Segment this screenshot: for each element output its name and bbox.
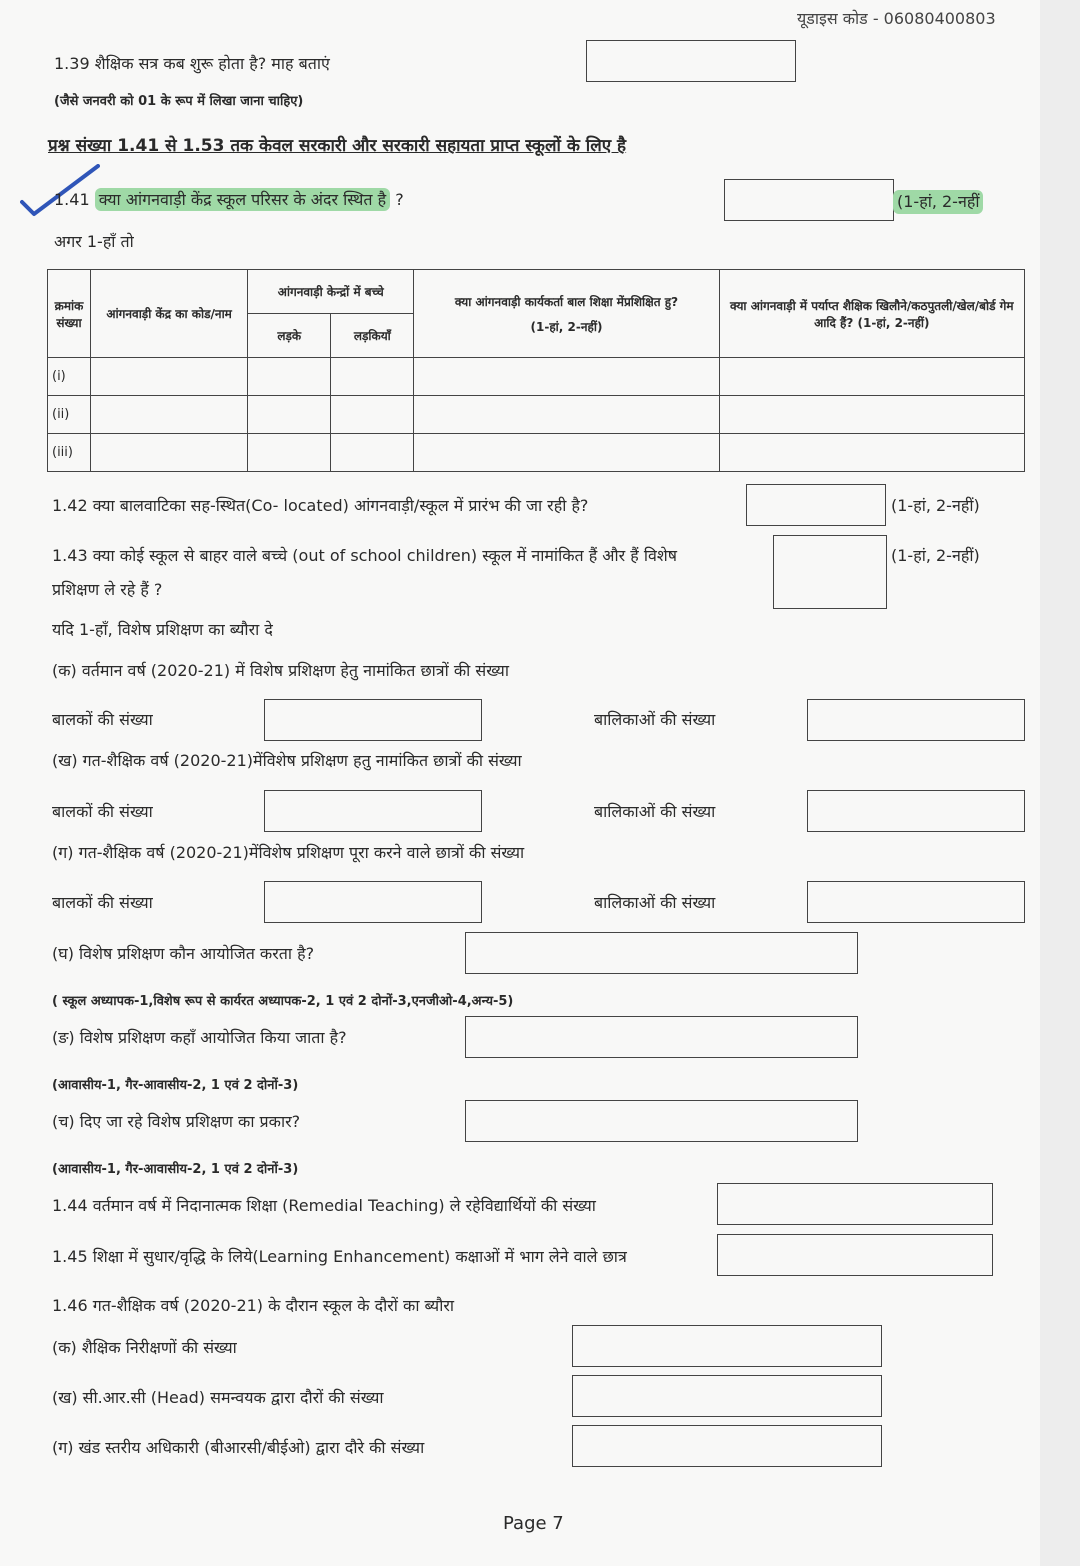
table-row <box>48 396 1025 434</box>
q142-text: 1.42 क्या बालवाटिका सह-स्थित(Co- located) आंगनवाड़ी/स्कूल में प्रारंभ की जा रही है? <box>52 496 589 515</box>
q143-options: (1-हां, 2-नहीं) <box>891 546 980 565</box>
cell-worker[interactable] <box>414 434 719 472</box>
q146-ka: (क) शैक्षिक निरीक्षणों की संख्या <box>52 1338 237 1357</box>
kha-boys-box[interactable] <box>264 790 482 832</box>
q146-ka-box[interactable] <box>572 1325 882 1367</box>
udise-code: यूडाइस कोड - 06080400803 <box>797 9 996 28</box>
kha-girls-box[interactable] <box>807 790 1025 832</box>
q139-note: (जैसे जनवरी को 01 के रूप में लिखा जाना चाहिए) <box>54 94 304 109</box>
row-serial: (i) <box>48 358 91 396</box>
q141-if-yes: अगर 1-हाँ तो <box>54 232 134 251</box>
q146-ga: (ग) खंड स्तरीय अधिकारी (बीआरसी/बीईओ) द्वारा दौरे की संख्या <box>52 1438 425 1457</box>
th-girls: लड़कियाँ <box>331 314 414 358</box>
q141-row <box>54 190 404 210</box>
q145-text: 1.45 शिक्षा में सुधार/वृद्धि के लिये(Learning Enhancement) कक्षाओं में भाग लेने वाले छात्र <box>52 1247 627 1266</box>
q143-line2: प्रशिक्षण ले रहे हैं ? <box>52 580 163 599</box>
q143-if-yes: यदि 1-हाँ, विशेष प्रशिक्षण का ब्यौरा दे <box>52 620 273 639</box>
cell-toys[interactable] <box>719 396 1024 434</box>
cell-code[interactable] <box>91 434 248 472</box>
nga-answer-box[interactable] <box>465 1016 858 1058</box>
q143-cha: (च) दिए जा रहे विशेष प्रशिक्षण का प्रकार? <box>52 1112 301 1131</box>
q143-gha-note: ( स्कूल अध्यापक-1,विशेष रूप से कार्यरत अध्यापक-2, 1 एवं 2 दोनों-3,एनजीओ-4,अन्य-5) <box>52 994 514 1009</box>
q141-number: 1.41 <box>54 190 90 209</box>
ga-girls-box[interactable] <box>807 881 1025 923</box>
th-serial: क्रमांक संख्या <box>48 270 91 358</box>
ga-girls-label: बालिकाओं की संख्या <box>594 893 716 912</box>
th-code: आंगनवाड़ी केंद्र का कोड/नाम <box>91 270 248 358</box>
row-serial: (ii) <box>48 396 91 434</box>
page-number: Page 7 <box>503 1513 564 1534</box>
cell-code[interactable] <box>91 358 248 396</box>
cell-girls[interactable] <box>331 434 414 472</box>
q145-answer-box[interactable] <box>717 1234 993 1276</box>
cell-toys[interactable] <box>719 434 1024 472</box>
table-row <box>48 434 1025 472</box>
q143-ga: (ग) गत-शैक्षिक वर्ष (2020-21)मेंविशेष प्रशिक्षण पूरा करने वाले छात्रों की संख्या <box>52 843 525 862</box>
q142-options: (1-हां, 2-नहीं) <box>891 496 980 515</box>
q146-ga-box[interactable] <box>572 1425 882 1467</box>
q141-answer-box[interactable] <box>724 179 894 221</box>
q143-gha: (घ) विशेष प्रशिक्षण कौन आयोजित करता है? <box>52 944 315 963</box>
kha-boys-label: बालकों की संख्या <box>52 802 153 821</box>
q144-answer-box[interactable] <box>717 1183 993 1225</box>
cell-code[interactable] <box>91 396 248 434</box>
cell-boys[interactable] <box>248 358 331 396</box>
ga-boys-label: बालकों की संख्या <box>52 893 153 912</box>
cell-boys[interactable] <box>248 396 331 434</box>
q143-ka: (क) वर्तमान वर्ष (2020-21) में विशेष प्रशिक्षण हेतु नामांकित छात्रों की संख्या <box>52 661 509 680</box>
ka-girls-label: बालिकाओं की संख्या <box>594 710 716 729</box>
q141-mark: ? <box>395 190 404 209</box>
q146-text: 1.46 गत-शैक्षिक वर्ष (2020-21) के दौरान स्कूल के दौरों का ब्यौरा <box>52 1296 455 1315</box>
cha-answer-box[interactable] <box>465 1100 858 1142</box>
th-boys: लड़के <box>248 314 331 358</box>
q142-answer-box[interactable] <box>746 484 886 526</box>
ga-boys-box[interactable] <box>264 881 482 923</box>
cell-boys[interactable] <box>248 434 331 472</box>
q139-text: 1.39 शैक्षिक सत्र कब शुरू होता है? माह बताएं <box>54 54 330 73</box>
q143-nga: (ङ) विशेष प्रशिक्षण कहाँ आयोजित किया जाता है? <box>52 1028 347 1047</box>
kha-girls-label: बालिकाओं की संख्या <box>594 802 716 821</box>
cell-worker[interactable] <box>414 396 719 434</box>
cell-worker[interactable] <box>414 358 719 396</box>
q141-options: (1-हां, 2-नहीं <box>893 190 983 214</box>
q146-kha-box[interactable] <box>572 1375 882 1417</box>
row-serial: (iii) <box>48 434 91 472</box>
ka-girls-box[interactable] <box>807 699 1025 741</box>
ka-boys-label: बालकों की संख्या <box>52 710 153 729</box>
section-note: प्रश्न संख्या 1.41 से 1.53 तक केवल सरकारी और सरकारी सहायता प्राप्त स्कूलों के लिए है <box>48 136 627 156</box>
q141-text: क्या आंगनवाड़ी केंद्र स्कूल परिसर के अंदर स्थित है <box>95 188 390 211</box>
q144-text: 1.44 वर्तमान वर्ष में निदानात्मक शिक्षा (Remedial Teaching) ले रहेविद्यार्थियों की संख्या <box>52 1196 596 1215</box>
th-worker <box>414 270 719 358</box>
q143-cha-note: (आवासीय-1, गैर-आवासीय-2, 1 एवं 2 दोनों-3) <box>52 1162 299 1177</box>
th-toys: क्या आंगनवाड़ी में पर्याप्त शैक्षिक खिलौने/कठपुतली/खेल/बोर्ड गेम आदि हैं? (1-हां, 2-नहीं) <box>719 270 1024 358</box>
cell-girls[interactable] <box>331 358 414 396</box>
q143-answer-box[interactable] <box>773 535 887 609</box>
cell-girls[interactable] <box>331 396 414 434</box>
cell-toys[interactable] <box>719 358 1024 396</box>
q143-nga-note: (आवासीय-1, गैर-आवासीय-2, 1 एवं 2 दोनों-3) <box>52 1078 299 1093</box>
q143-kha: (ख) गत-शैक्षिक वर्ष (2020-21)मेंविशेष प्रशिक्षण हतु नामांकित छात्रों की संख्या <box>52 751 522 770</box>
q146-kha: (ख) सी.आर.सी (Head) समन्वयक द्वारा दौरों की संख्या <box>52 1388 384 1407</box>
q139-answer-box[interactable] <box>586 40 796 82</box>
gha-answer-box[interactable] <box>465 932 858 974</box>
th-children: आंगनवाड़ी केन्द्रों में बच्चे <box>248 270 414 314</box>
anganwadi-table <box>47 269 1025 472</box>
q143-line1: 1.43 क्या कोई स्कूल से बाहर वाले बच्चे (out of school children) स्कूल में नामांकित हैं और हैं विशेष <box>52 546 678 565</box>
th-worker-options: (1-हां, 2-नहीं) <box>530 319 603 334</box>
ka-boys-box[interactable] <box>264 699 482 741</box>
table-row <box>48 358 1025 396</box>
th-worker-text: क्या आंगनवाड़ी कार्यकर्ता बाल शिक्षा मेंप्रशिक्षित हु? <box>454 294 679 309</box>
